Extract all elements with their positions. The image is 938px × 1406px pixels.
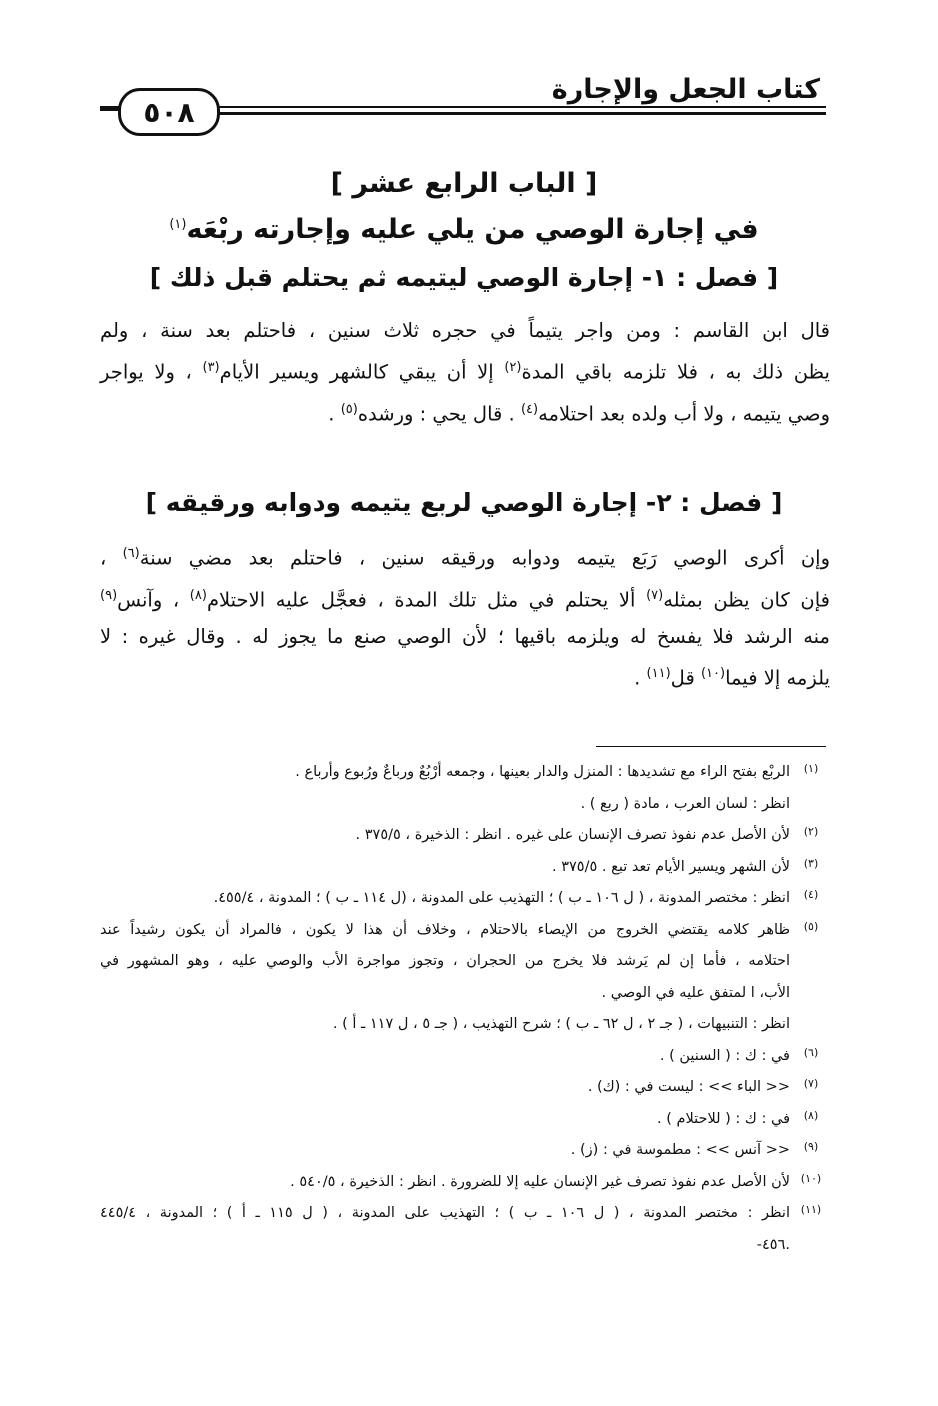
footnote-number: (٧): [803, 1077, 819, 1090]
paragraph-line: [100, 577, 830, 619]
footnote: [100, 1104, 826, 1136]
paragraph: [100, 312, 830, 432]
footnote-ref: (٩): [100, 587, 118, 603]
paragraph-line: [100, 535, 830, 577]
footnote-line: في : ك : ( السنين ) .: [659, 1047, 790, 1064]
text-run: ، وآنس: [117, 588, 190, 611]
footnote-number: (٦): [803, 1045, 819, 1059]
footnote-ref: (١): [169, 217, 187, 232]
text-run: ، ولا يواجر: [100, 360, 203, 384]
paragraph: [100, 535, 830, 697]
text-run: وصي يتيمه ، ولا أب ولده بعد احتلامه: [538, 402, 830, 425]
footnote-line: لأن الشهر ويسير الأيام تعد تبع . ٣٧٥/٥ .: [552, 858, 790, 875]
text-run: ألا يحتلم في مثل تلك المدة ، فعجَّل عليه الاحتلام: [206, 588, 647, 611]
footnote-line: الربْع بفتح الراء مع تشديدها : المنزل والدار بعينها ، وجمعه أرْبُعٌ ورباعٌ ورُبوع وأرباع .: [295, 764, 790, 780]
footnote-line: .٤٥٦-: [756, 1236, 790, 1253]
footnote-line: << الباء >> : ليست في : (ك) .: [587, 1079, 790, 1095]
footnote-ref: (٨): [189, 587, 207, 603]
footnote-number: (٣): [803, 856, 819, 870]
header-rule-end: [100, 108, 120, 111]
text-run: إلا أن يبقي كالشهر ويسير الأيام: [219, 360, 505, 384]
footnote-separator: [596, 746, 826, 747]
footnote-number: (٢): [803, 825, 819, 838]
footnote-ref: (٧): [646, 587, 664, 603]
chapter-subtitle-text: في إجارة الوصي من يلي عليه وإجارته ربْعَه: [186, 214, 759, 245]
footnote: [100, 757, 826, 820]
chapter-subtitle: [80, 214, 848, 245]
text-run: يلزمه إلا فيما: [725, 666, 830, 690]
text-run: وإن أكرى الوصي رَبَع يتيمه ودوابه ورقيقه سنين ، فاحتلم بعد مضي سنة: [139, 546, 830, 570]
footnote: [100, 820, 826, 852]
text-run: . قال يحي : ورشده: [357, 402, 521, 425]
footnote-number: (٥): [803, 919, 819, 933]
footnote: [100, 1198, 826, 1261]
footnote-ref: (٣): [202, 360, 220, 375]
footnote-number: (١١): [800, 1203, 822, 1216]
paragraph-line: [100, 391, 830, 433]
footnote-ref: (١١): [646, 666, 671, 681]
footnote-ref: (٤): [520, 401, 539, 417]
footnote-number: (١٠): [800, 1171, 822, 1185]
footnote: [100, 883, 826, 915]
footnote: [100, 915, 826, 1041]
text-run: قل: [670, 666, 701, 690]
footnote-ref: (٦): [122, 546, 140, 561]
footnote-line: ظاهر كلامه يقتضي الخروج من الإيصاء بالاحتلام ، وخلاف أن هذا لا يكون ، فالمراد أن يكون رشيداً عند: [100, 921, 790, 938]
text-run: يظن ذلك به ، فلا تلزمه باقي المدة: [521, 360, 830, 384]
footnote-line: في : ك : ( للاحتلام ) .: [657, 1110, 790, 1127]
section-heading: [ فصل : ١- إجارة الوصي ليتيمه ثم يحتلم قبل ذلك ]: [149, 263, 779, 292]
footnote-line: انظر : مختصر المدونة ، ( ل ١٠٦ ـ ب ) ؛ التهذيب على المدونة ، ( ل ١١٥ ـ أ ) ؛ المدونة ، ٤٤٥/٤: [100, 1205, 790, 1221]
text-run: فإن كان يظن بمثله: [663, 588, 830, 611]
text-run: .: [634, 666, 647, 690]
footnotes: [100, 757, 826, 1261]
footnote-number: (١): [803, 762, 819, 775]
header-rule-thick: [200, 112, 826, 115]
footnote-line: انظر : التنبيهات ، ( جـ ٢ ، ل ٦٢ ـ ب ) ؛ شرح التهذيب ، ( جـ ٥ ، ل ١١٧ ـ أ ) .: [332, 1016, 790, 1032]
footnote-line: انظر : مختصر المدونة ، ( ل ١٠٦ ـ ب ) ؛ التهذيب على المدونة ، (ل ١١٤ ـ ب ) ؛ المدونة ، ٤٥٥/٤.: [213, 890, 790, 906]
paragraph-line: منه الرشد فلا يفسخ له ويلزمه باقيها ؛ لأن الوصي صنع ما يجوز له . وقال غيره : لا: [100, 625, 830, 648]
chapter-heading: [ الباب الرابع عشر ]: [330, 168, 598, 199]
footnote-ref: (٥): [340, 401, 358, 417]
footnote: [100, 1167, 826, 1199]
footnote: [100, 852, 826, 884]
section-heading: [ فصل : ٢- إجارة الوصي لربع يتيمه ودوابه ورقيقه ]: [145, 488, 783, 517]
footnote-line: الأب، ا لمتفق عليه في الوصي .: [601, 984, 790, 1001]
footnote-number: (٩): [803, 1140, 819, 1153]
text-run: .: [328, 402, 341, 425]
paragraph-line: قال ابن القاسم : ومن واجر يتيماً في حجره ثلاث سنين ، فاحتلم بعد سنة ، ولم: [100, 319, 830, 342]
footnote-line: احتلامه ، فأما إن لم يَرشد فلا يخرج من الحجران ، وتجوز مواجرة الأب والوصي عليه ، وهو المشهور في: [100, 953, 790, 969]
footnote-ref: (١٠): [700, 666, 726, 681]
footnote-ref: (٢): [504, 360, 522, 375]
footnote-number: (٨): [803, 1108, 819, 1122]
page-number: [118, 88, 220, 136]
paragraph-line: [100, 655, 830, 697]
running-book-title: كتاب الجعل والإجارة: [551, 74, 820, 105]
footnote-line: لأن الأصل عدم نفوذ تصرف غير الإنسان عليه إلا للضرورة . انظر : الذخيرة ، ٥٤٠/٥ .: [290, 1173, 790, 1190]
footnote-line: << آنس >> : مطموسة في : (ز) .: [570, 1142, 790, 1158]
footnote-number: (٤): [803, 888, 819, 901]
footnote-line: انظر : لسان العرب ، مادة ( ربع ) .: [580, 795, 790, 812]
footnote: [100, 1041, 826, 1073]
page-number-text: ٥٠٨: [143, 95, 195, 129]
footnote: [100, 1072, 826, 1104]
footnote: [100, 1135, 826, 1167]
footnote-line: لأن الأصل عدم نفوذ تصرف الإنسان على غيره . انظر : الذخيرة ، ٣٧٥/٥ .: [355, 827, 790, 843]
text-run: ،: [100, 546, 123, 570]
paragraph-line: [100, 349, 830, 391]
